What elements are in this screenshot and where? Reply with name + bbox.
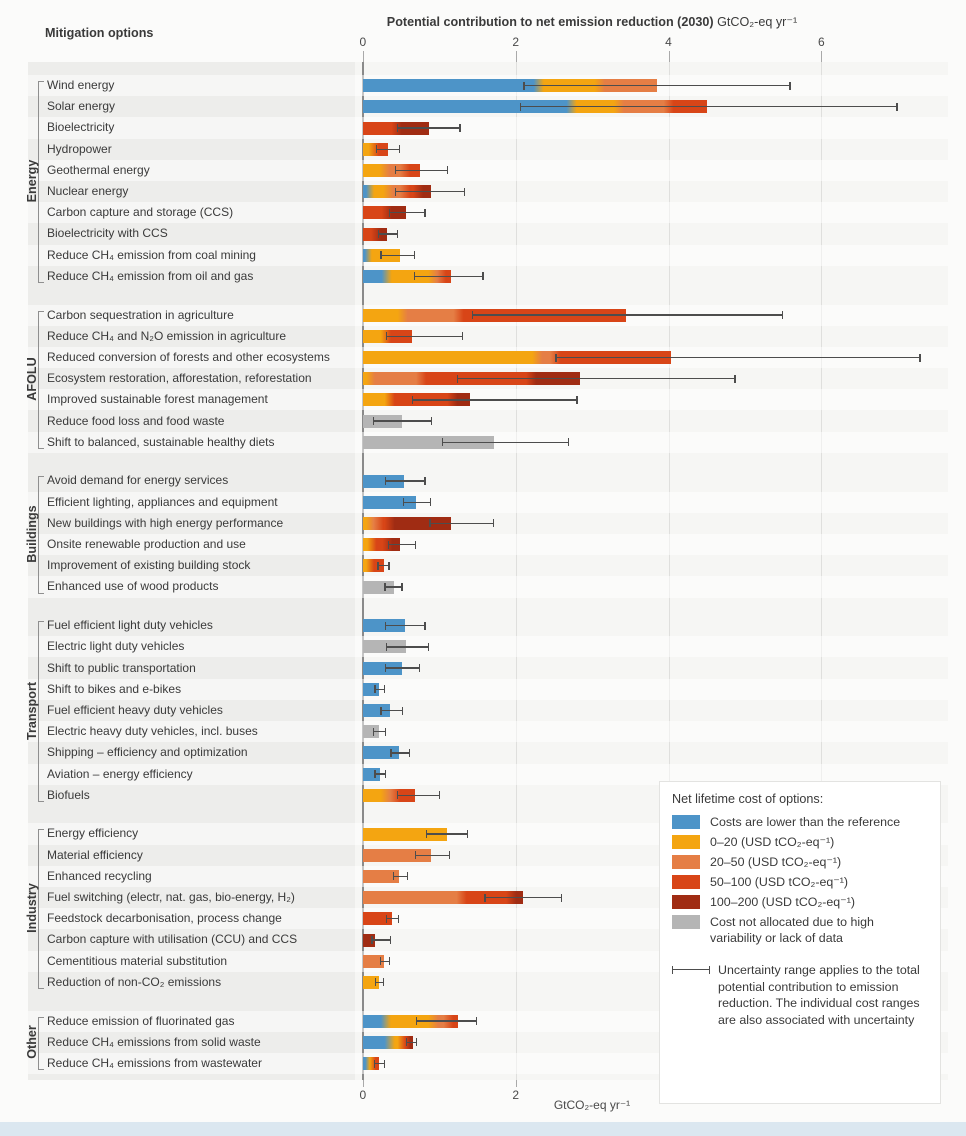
row-label-shipping-efficiency-and-optimization: Shipping – efficiency and optimization — [47, 745, 248, 760]
error-cap-low — [373, 417, 374, 425]
error-bar-hydropower — [376, 149, 400, 150]
top-tick-4 — [669, 51, 670, 62]
error-bar-reduce-ch-and-n-o-emission-in-agriculture — [386, 336, 463, 337]
row-label-bioelectricity: Bioelectricity — [47, 120, 115, 135]
legend-swatch-c50_100 — [672, 875, 700, 889]
error-bar-carbon-capture-and-storage-ccs — [389, 212, 426, 213]
error-cap-low — [397, 791, 398, 799]
legend-swatch-c100_200 — [672, 895, 700, 909]
error-cap-low — [374, 1060, 375, 1068]
error-cap-high — [561, 894, 562, 902]
error-bar-material-efficiency — [415, 855, 450, 856]
bottom-tick-2 — [516, 1080, 517, 1087]
row-label-hydropower: Hydropower — [47, 141, 112, 156]
error-cap-high — [449, 851, 450, 859]
error-cap-low — [378, 230, 379, 238]
row-label-carbon-sequestration-in-agriculture: Carbon sequestration in agriculture — [47, 307, 234, 322]
row-label-carbon-capture-with-utilisation-ccu-and-ccs: Carbon capture with utilisation (CCU) and CCS — [47, 932, 298, 947]
legend-swatch-not_allocated — [672, 915, 700, 929]
error-cap-high — [416, 1038, 417, 1046]
row-label-bioelectricity-with-ccs: Bioelectricity with CCS — [47, 226, 168, 241]
error-cap-low — [371, 936, 372, 944]
error-cap-low — [374, 685, 375, 693]
legend-label-c100_200: 100–200 (USD tCO₂-eq⁻¹) — [710, 895, 855, 909]
legend-label-c0_20: 0–20 (USD tCO₂-eq⁻¹) — [710, 835, 835, 849]
error-cap-high — [389, 957, 390, 965]
error-cap-high — [576, 396, 577, 404]
error-cap-low — [373, 728, 374, 736]
error-cap-high — [388, 562, 389, 570]
error-cap-high — [414, 251, 415, 259]
top-tick-2 — [516, 51, 517, 62]
error-cap-low — [520, 103, 521, 111]
error-bar-bioelectricity — [397, 127, 461, 128]
error-cap-high — [568, 438, 569, 446]
row-label-reduce-ch-emission-from-coal-mining: Reduce CH₄ emission from coal mining — [47, 247, 256, 262]
error-cap-low — [429, 519, 430, 527]
legend — [659, 781, 941, 1104]
error-cap-low — [380, 251, 381, 259]
section-label-industry: Industry — [25, 883, 39, 934]
error-bar-fuel-efficient-light-duty-vehicles — [385, 625, 425, 626]
error-bar-carbon-sequestration-in-agriculture — [472, 314, 783, 315]
error-cap-low — [414, 272, 415, 280]
error-cap-low — [555, 354, 556, 362]
error-cap-high — [398, 915, 399, 923]
row-label-enhanced-use-of-wood-products: Enhanced use of wood products — [47, 579, 219, 594]
error-cap-low — [374, 770, 375, 778]
error-cap-low — [406, 1038, 407, 1046]
error-cap-high — [401, 583, 402, 591]
error-cap-high — [407, 872, 408, 880]
error-cap-high — [390, 936, 391, 944]
legend-entry-c20_50 — [672, 854, 928, 870]
row-label-improved-sustainable-forest-management: Improved sustainable forest management — [47, 392, 268, 407]
error-cap-low — [389, 209, 390, 217]
row-label-reduce-ch-emissions-from-wastewater: Reduce CH₄ emissions from wastewater — [47, 1055, 262, 1070]
legend-swatch-c0_20 — [672, 835, 700, 849]
row-label-solar-energy: Solar energy — [47, 99, 116, 114]
error-cap-low — [457, 375, 458, 383]
bottom-tick-label-0: 0 — [359, 1088, 367, 1102]
error-bar-reduce-emission-of-fluorinated-gas — [416, 1020, 478, 1021]
error-cap-high — [467, 830, 468, 838]
legend-entries — [672, 814, 928, 946]
legend-label-c50_100: 50–100 (USD tCO₂-eq⁻¹) — [710, 875, 849, 889]
error-cap-low — [484, 894, 485, 902]
row-label-aviation-energy-efficiency: Aviation – energy efficiency — [47, 766, 193, 781]
error-cap-high — [384, 685, 385, 693]
row-label-enhanced-recycling: Enhanced recycling — [47, 868, 152, 883]
row-label-new-buildings-with-high-energy-performance: New buildings with high energy performance — [47, 515, 284, 530]
error-cap-low — [386, 643, 387, 651]
section-label-transport: Transport — [25, 681, 39, 740]
error-cap-high — [734, 375, 735, 383]
error-bar-shift-to-public-transportation — [385, 667, 420, 668]
error-cap-low — [426, 830, 427, 838]
error-cap-high — [415, 541, 416, 549]
error-bar-enhanced-recycling — [393, 876, 408, 877]
row-label-shift-to-bikes-and-e-bikes: Shift to bikes and e-bikes — [47, 681, 182, 696]
error-bar-avoid-demand-for-energy-services — [385, 480, 425, 481]
top-tick-label-4: 4 — [665, 35, 672, 49]
error-cap-high — [424, 622, 425, 630]
error-cap-high — [399, 145, 400, 153]
error-cap-low — [390, 749, 391, 757]
error-cap-low — [395, 166, 396, 174]
row-label-electric-heavy-duty-vehicles-incl-buses: Electric heavy duty vehicles, incl. buses — [47, 724, 258, 739]
legend-label-not_allocated: Cost not allocated due to high variability or lack of data — [710, 915, 874, 945]
error-cap-low — [412, 396, 413, 404]
top-tick-label-0: 0 — [359, 35, 367, 49]
error-cap-low — [416, 1017, 417, 1025]
legend-uncertainty-note — [672, 962, 928, 1028]
legend-label-c20_50: 20–50 (USD tCO₂-eq⁻¹) — [710, 855, 842, 869]
row-stripe — [28, 160, 948, 181]
row-label-improvement-of-existing-building-stock: Improvement of existing building stock — [47, 558, 251, 573]
error-cap-high — [447, 166, 448, 174]
error-cap-high — [419, 664, 420, 672]
legend-label-reference: Costs are lower than the reference — [710, 815, 901, 829]
bottom-tick-0 — [363, 1080, 364, 1087]
error-bar-onsite-renewable-production-and-use — [388, 544, 416, 545]
error-cap-high — [482, 272, 483, 280]
row-label-geothermal-energy: Geothermal energy — [47, 162, 150, 177]
error-bar-carbon-capture-with-utilisation-ccu-and-ccs — [371, 939, 391, 940]
row-label-nuclear-energy: Nuclear energy — [47, 184, 129, 198]
error-bar-geothermal-energy — [395, 170, 448, 171]
row-label-material-efficiency: Material efficiency — [47, 847, 143, 862]
error-bar-reduce-food-loss-and-food-waste — [373, 420, 433, 421]
error-cap-low — [395, 188, 396, 196]
error-cap-high — [424, 209, 425, 217]
error-cap-low — [380, 707, 381, 715]
error-cap-high — [383, 978, 384, 986]
error-cap-low — [397, 124, 398, 132]
error-bar-solar-energy — [520, 106, 898, 107]
row-label-wind-energy: Wind energy — [47, 78, 115, 92]
error-bar-reduce-ch-emission-from-coal-mining — [380, 255, 414, 256]
error-cap-low — [442, 438, 443, 446]
error-cap-low — [386, 332, 387, 340]
row-label-shift-to-balanced-sustainable-healthy-diets: Shift to balanced, sustainable healthy diets — [47, 434, 275, 449]
uncertainty-note-text: Uncertainty range applies to the total potential contribution to emission reduction. The individual cost ranges are also associated with uncertainty — [718, 963, 920, 1027]
legend-entry-reference — [672, 814, 928, 830]
bottom-accent-strip — [0, 1122, 966, 1136]
row-label-reduce-ch-emissions-from-solid-waste: Reduce CH₄ emissions from solid waste — [47, 1034, 261, 1049]
top-tick-label-2: 2 — [512, 35, 520, 49]
error-cap-high — [493, 519, 494, 527]
row-label-ecosystem-restoration-afforestation-reforestation: Ecosystem restoration, afforestation, reforestation — [47, 371, 312, 386]
section-label-afolu: AFOLU — [25, 357, 39, 401]
error-cap-low — [385, 477, 386, 485]
legend-entry-c100_200 — [672, 894, 928, 910]
top-tick-6 — [821, 51, 822, 62]
error-bar-biofuels — [397, 795, 441, 796]
error-cap-low — [523, 82, 524, 90]
row-label-fuel-efficient-light-duty-vehicles: Fuel efficient light duty vehicles — [47, 618, 213, 633]
error-cap-high — [385, 728, 386, 736]
error-cap-high — [919, 354, 920, 362]
error-cap-high — [385, 770, 386, 778]
chart-title-bold: Potential contribution to net emission reduction (2030) — [386, 15, 714, 29]
row-label-shift-to-public-transportation: Shift to public transportation — [47, 660, 196, 675]
error-cap-high — [439, 791, 440, 799]
error-bar-shipping-efficiency-and-optimization — [390, 752, 410, 753]
error-cap-high — [476, 1017, 477, 1025]
error-bar-ecosystem-restoration-afforestation-reforestation — [457, 378, 736, 379]
mitigation-options-header: Mitigation options — [45, 26, 154, 40]
legend-entry-not_allocated — [672, 914, 928, 946]
error-bar-nuclear-energy — [395, 191, 465, 192]
error-bar-reduce-ch-emission-from-oil-and-gas — [414, 276, 484, 277]
error-cap-high — [397, 230, 398, 238]
error-cap-low — [375, 978, 376, 986]
error-cap-low — [415, 851, 416, 859]
row-stripe — [28, 117, 948, 138]
error-bar-shift-to-balanced-sustainable-healthy-diets — [442, 442, 570, 443]
legend-title: Net lifetime cost of options: — [672, 792, 824, 806]
row-label-efficient-lighting-appliances-and-equipment: Efficient lighting, appliances and equipment — [47, 494, 278, 509]
error-cap-high — [896, 103, 897, 111]
row-label-reduce-emission-of-fluorinated-gas: Reduce emission of fluorinated gas — [47, 1013, 235, 1028]
error-cap-low — [380, 957, 381, 965]
error-cap-low — [472, 311, 473, 319]
error-cap-low — [388, 541, 389, 549]
row-label-avoid-demand-for-energy-services: Avoid demand for energy services — [47, 473, 229, 488]
error-cap-high — [462, 332, 463, 340]
section-label-buildings: Buildings — [25, 505, 39, 563]
error-cap-high — [428, 643, 429, 651]
error-bar-fuel-switching-electr-nat-gas-bio-energy-h — [484, 897, 562, 898]
error-cap-high — [789, 82, 790, 90]
uncertainty-range-icon — [672, 962, 710, 978]
error-bar-bioelectricity-with-ccs — [378, 233, 398, 234]
error-bar-improved-sustainable-forest-management — [412, 399, 578, 400]
row-label-reduce-ch-and-n-o-emission-in-agriculture: Reduce CH₄ and N₂O emission in agriculture — [47, 328, 286, 343]
legend-swatch-c20_50 — [672, 855, 700, 869]
row-label-electric-light-duty-vehicles: Electric light duty vehicles — [47, 639, 185, 654]
row-label-onsite-renewable-production-and-use: Onsite renewable production and use — [47, 537, 246, 551]
error-cap-high — [402, 707, 403, 715]
top-tick-label-6: 6 — [817, 35, 825, 49]
row-label-reduce-ch-emission-from-oil-and-gas: Reduce CH₄ emission from oil and gas — [47, 268, 254, 283]
row-label-reduced-conversion-of-forests-and-other-ecosystems: Reduced conversion of forests and other ecosystems — [47, 349, 330, 364]
row-label-biofuels: Biofuels — [47, 787, 90, 802]
error-bar-electric-light-duty-vehicles — [386, 646, 430, 647]
error-cap-low — [385, 622, 386, 630]
bottom-axis-label: GtCO₂-eq yr⁻¹ — [553, 1098, 631, 1112]
error-cap-high — [431, 417, 432, 425]
row-label-cementitious-material-substitution: Cementitious material substitution — [47, 953, 228, 968]
legend-entry-c50_100 — [672, 874, 928, 890]
error-cap-low — [376, 145, 377, 153]
error-cap-high — [464, 188, 465, 196]
error-bar-reduced-conversion-of-forests-and-other-ecosystems — [555, 357, 920, 358]
chart-title-unit-text: GtCO₂-eq yr⁻¹ — [717, 15, 798, 29]
row-label-feedstock-decarbonisation-process-change: Feedstock decarbonisation, process change — [47, 911, 282, 926]
top-tick-0 — [363, 51, 364, 62]
error-cap-high — [459, 124, 460, 132]
legend-entry-c0_20 — [672, 834, 928, 850]
error-cap-low — [386, 915, 387, 923]
error-cap-low — [403, 498, 404, 506]
error-cap-high — [409, 749, 410, 757]
bottom-tick-label-2: 2 — [512, 1088, 520, 1102]
error-cap-high — [782, 311, 783, 319]
row-label-carbon-capture-and-storage-ccs: Carbon capture and storage (CCS) — [47, 205, 234, 220]
error-cap-high — [424, 477, 425, 485]
row-label-reduce-food-loss-and-food-waste: Reduce food loss and food waste — [47, 413, 225, 428]
error-cap-low — [385, 664, 386, 672]
error-cap-low — [393, 872, 394, 880]
error-cap-high — [384, 1060, 385, 1068]
error-bar-enhanced-use-of-wood-products — [384, 586, 402, 587]
error-cap-high — [430, 498, 431, 506]
section-label-other: Other — [25, 1025, 39, 1060]
row-label-fuel-efficient-heavy-duty-vehicles: Fuel efficient heavy duty vehicles — [47, 702, 223, 717]
legend-swatch-reference — [672, 815, 700, 829]
error-bar-energy-efficiency — [426, 833, 469, 834]
row-label-energy-efficiency: Energy efficiency — [47, 826, 139, 841]
error-bar-fuel-efficient-heavy-duty-vehicles — [380, 710, 403, 711]
error-bar-wind-energy — [523, 85, 790, 86]
error-bar-efficient-lighting-appliances-and-equipment — [403, 502, 431, 503]
section-label-energy: Energy — [25, 159, 39, 203]
error-cap-low — [377, 562, 378, 570]
row-label-reduction-of-non-co-emissions: Reduction of non-CO₂ emissions — [47, 974, 222, 989]
row-label-fuel-switching-electr-nat-gas-bio-energy-h: Fuel switching (electr, nat. gas, bio-energy, H₂) — [47, 890, 295, 904]
error-bar-new-buildings-with-high-energy-performance — [429, 523, 494, 524]
error-cap-low — [384, 583, 385, 591]
